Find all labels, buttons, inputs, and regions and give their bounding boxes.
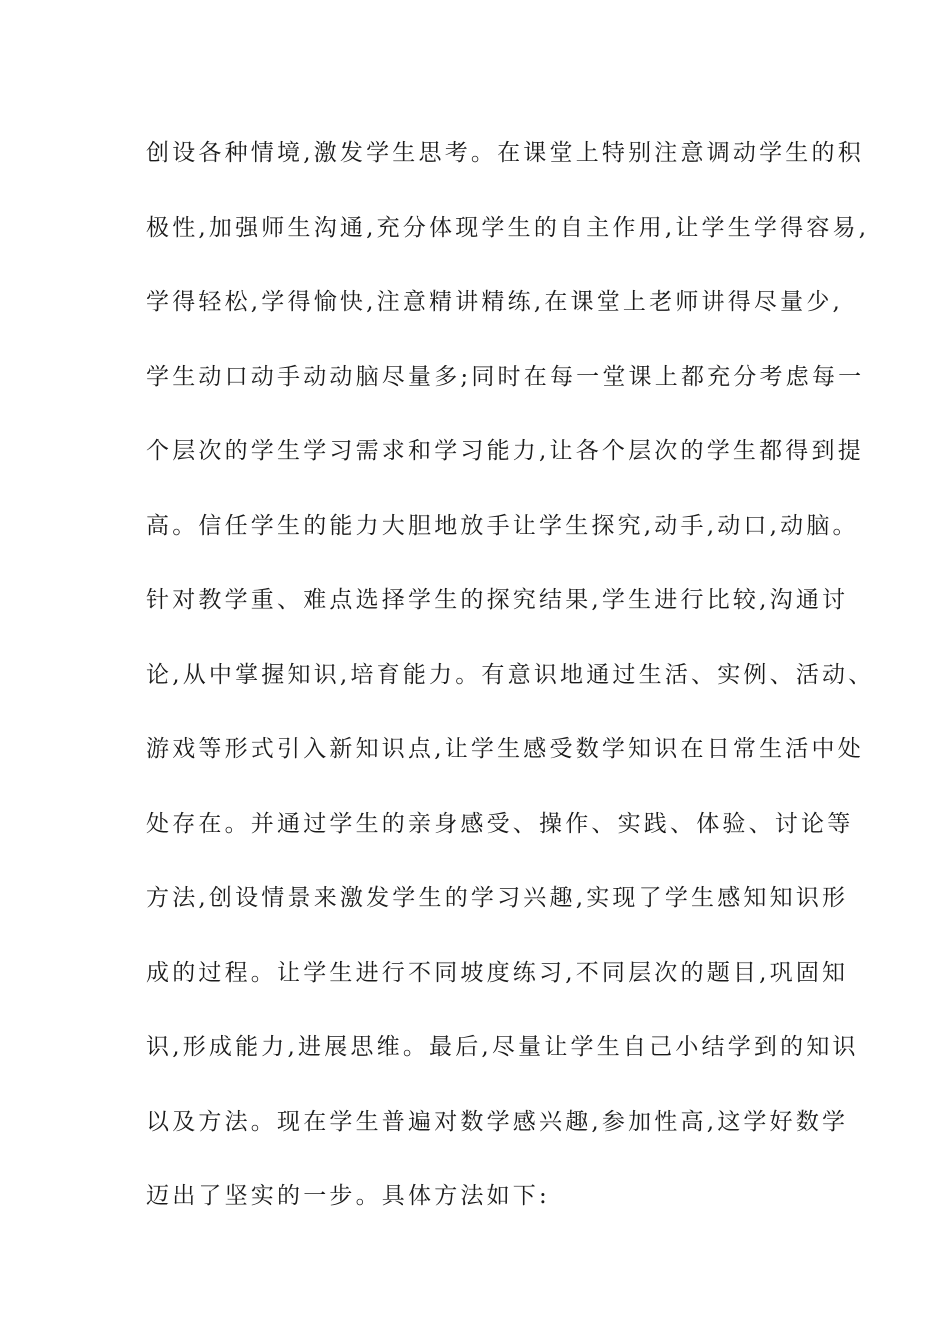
text-line-15: 迈出了坚实的一步。具体方法如下: bbox=[146, 1183, 550, 1209]
text-line-12: 成的过程。让学生进行不同坡度练习,不同层次的题目,巩固知 bbox=[146, 959, 849, 986]
text-line-13: 识,形成能力,进展思维。最后,尽量让学生自己小结学到的知识 bbox=[146, 1034, 859, 1060]
text-line-1: 创设各种情境,激发学生思考。在课堂上特别注意调动学生的积 bbox=[146, 140, 864, 166]
text-line-2: 极性,加强师生沟通,充分体现学生的自主作用,让学生学得容易, bbox=[146, 214, 870, 241]
text-line-4: 学生动口动手动动脑尽量多;同时在每一堂课上都充分考虑每一 bbox=[146, 363, 865, 390]
text-line-5: 个层次的学生学习需求和学习能力,让各个层次的学生都得到提 bbox=[146, 438, 864, 464]
text-line-14: 以及方法。现在学生普遍对数学感兴趣,参加性高,这学好数学 bbox=[146, 1108, 849, 1135]
text-line-11: 方法,创设情景来激发学生的学习兴趣,实现了学生感知知识形 bbox=[146, 885, 849, 911]
text-line-9: 游戏等形式引入新知识点,让学生感受数学知识在日常生活中处 bbox=[146, 736, 864, 762]
text-line-6: 高。信任学生的能力大胆地放手让学生探究,动手,动口,动脑。 bbox=[146, 512, 859, 539]
text-line-7: 针对教学重、难点选择学生的探究结果,学生进行比较,沟通讨 bbox=[146, 587, 849, 613]
text-line-8: 论,从中掌握知识,培育能力。有意识地通过生活、实例、活动、 bbox=[146, 661, 875, 688]
text-line-10: 处存在。并通过学生的亲身感受、操作、实践、体验、讨论等 bbox=[146, 810, 854, 837]
body-paragraph bbox=[146, 128, 875, 1246]
text-line-3: 学得轻松,学得愉快,注意精讲精练,在课堂上老师讲得尽量少, bbox=[146, 289, 844, 315]
